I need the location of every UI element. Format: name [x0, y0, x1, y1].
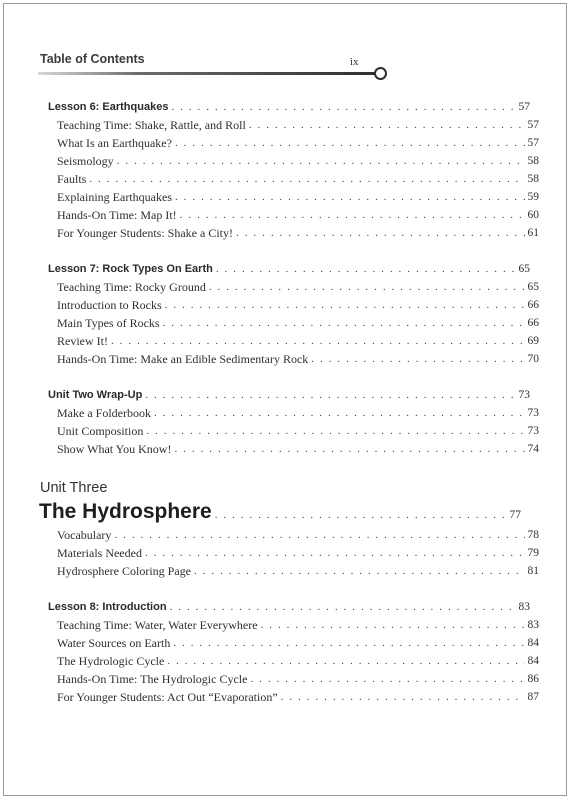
- dot-leader: [170, 600, 516, 614]
- toc-entry-page: 60: [527, 209, 539, 221]
- toc-entry-unit-two-wrap-up[interactable]: [0, 384, 530, 402]
- toc-entry-page: 58: [527, 173, 539, 185]
- toc-entry-label: What Is an Earthquake?: [57, 136, 172, 150]
- unit-title: The Hydrosphere: [39, 500, 212, 523]
- toc-entry[interactable]: [0, 686, 539, 704]
- dot-leader: [216, 262, 516, 276]
- toc-entry[interactable]: [0, 632, 539, 650]
- toc-entry-label: Introduction to Rocks: [57, 298, 162, 312]
- toc-entry-label: Teaching Time: Water, Water Everywhere: [57, 618, 258, 632]
- toc-entry-page: 77: [509, 509, 521, 521]
- dot-leader: [145, 388, 515, 402]
- toc-entry[interactable]: [0, 420, 539, 438]
- dot-leader: [250, 672, 524, 686]
- toc-entry-label: Explaining Earthquakes: [57, 190, 172, 204]
- toc-entry-label: Teaching Time: Shake, Rattle, and Roll: [57, 118, 246, 132]
- toc-entry-page: 84: [527, 637, 539, 649]
- toc-entry-label: Main Types of Rocks: [57, 316, 160, 330]
- toc-entry-page: 57: [527, 119, 539, 131]
- toc-entry-page: 66: [527, 299, 539, 311]
- toc-entry[interactable]: [0, 668, 539, 686]
- toc-entry-page: 59: [527, 191, 539, 203]
- toc-entry[interactable]: [0, 348, 539, 366]
- dot-leader: [194, 564, 525, 578]
- header-title: Table of Contents: [40, 52, 145, 66]
- toc-entry[interactable]: [0, 204, 539, 222]
- toc-entry-page: 79: [527, 547, 539, 559]
- dot-leader: [281, 690, 525, 704]
- toc-entry-label: Vocabulary: [57, 528, 112, 542]
- toc-entry-label: For Younger Students: Act Out “Evaporation”: [57, 690, 278, 704]
- toc-entry-page: 73: [518, 389, 530, 401]
- dot-leader: [249, 118, 525, 132]
- dot-leader: [146, 424, 524, 438]
- toc-entry[interactable]: [0, 402, 539, 420]
- toc-entry[interactable]: [0, 524, 539, 542]
- toc-entry-label: Teaching Time: Rocky Ground: [57, 280, 206, 294]
- dot-leader: [145, 546, 525, 560]
- toc-entry[interactable]: [0, 294, 539, 312]
- toc-entry-page: 73: [527, 425, 539, 437]
- toc-entry[interactable]: [0, 132, 539, 150]
- toc-entry-page: 57: [518, 101, 530, 113]
- header-page-number: ix: [350, 56, 359, 68]
- toc-entry[interactable]: [0, 650, 539, 668]
- toc-entry-page: 57: [527, 137, 539, 149]
- toc-entry[interactable]: [0, 150, 539, 168]
- unit-label: Unit Three: [40, 480, 108, 496]
- dot-leader: [174, 442, 524, 456]
- dot-leader: [311, 352, 524, 366]
- toc-entry[interactable]: [0, 330, 539, 348]
- dot-leader: [180, 208, 525, 222]
- toc-entry-label: For Younger Students: Shake a City!: [57, 226, 234, 240]
- toc-entry-label: Hands-On Time: Map It!: [57, 208, 177, 222]
- dot-leader: [175, 190, 525, 204]
- dot-leader: [163, 316, 525, 330]
- toc-entry-page: 78: [527, 529, 539, 541]
- toc-entry-page: 58: [527, 155, 539, 167]
- dot-leader: [209, 280, 525, 294]
- toc-entry-label: Review It!: [57, 334, 108, 348]
- toc-entry[interactable]: [0, 542, 539, 560]
- toc-entry-label: Unit Two Wrap-Up: [48, 389, 143, 401]
- dot-leader: [171, 100, 515, 114]
- dot-leader: [111, 334, 525, 348]
- toc-entry-page: 70: [527, 353, 539, 365]
- toc-entry[interactable]: [0, 168, 539, 186]
- toc-entry-page: 65: [527, 281, 539, 293]
- toc-entry-label: Unit Composition: [57, 424, 144, 438]
- toc-entry[interactable]: [0, 560, 539, 578]
- toc-entry[interactable]: [0, 186, 539, 204]
- toc-entry[interactable]: [0, 276, 539, 294]
- dot-leader: [236, 226, 524, 240]
- dot-leader: [175, 136, 525, 150]
- toc-entry-label: Show What You Know!: [57, 442, 172, 456]
- toc-entry-page: 65: [518, 263, 530, 275]
- toc-entry-page: 81: [527, 565, 539, 577]
- dot-leader: [173, 636, 524, 650]
- toc-entry-page: 74: [527, 443, 539, 455]
- toc-entry-page: 66: [527, 317, 539, 329]
- toc-entry-label: Seismology: [57, 154, 114, 168]
- toc-entry-label: Hydrosphere Coloring Page: [57, 564, 191, 578]
- toc-entry-label: Lesson 7: Rock Types On Earth: [48, 263, 213, 275]
- dot-leader: [114, 528, 524, 542]
- toc-entry[interactable]: [0, 114, 539, 132]
- dot-leader: [165, 298, 525, 312]
- toc-entry[interactable]: [0, 614, 539, 632]
- dot-leader: [154, 406, 525, 420]
- toc-entry-page: 69: [527, 335, 539, 347]
- toc-entry-label: Lesson 6: Earthquakes: [48, 101, 169, 113]
- toc-entry-lesson-6[interactable]: [0, 96, 530, 114]
- toc-entry-page: 61: [527, 227, 539, 239]
- dot-leader: [167, 654, 524, 668]
- toc-entry-page: 73: [527, 407, 539, 419]
- dot-leader: [215, 508, 507, 522]
- toc-entry[interactable]: [0, 312, 539, 330]
- toc-entry-page: 84: [527, 655, 539, 667]
- toc-entry-label: Make a Folderbook: [57, 406, 151, 420]
- toc-entry-lesson-8[interactable]: [0, 596, 530, 614]
- toc-entry-lesson-7[interactable]: [0, 258, 530, 276]
- toc-entry-page: 86: [527, 673, 539, 685]
- toc-entry-label: Hands-On Time: The Hydrologic Cycle: [57, 672, 248, 686]
- toc-entry-label: The Hydrologic Cycle: [57, 654, 165, 668]
- toc-entry-page: 87: [527, 691, 539, 703]
- dot-leader: [261, 618, 525, 632]
- toc-entry[interactable]: [0, 438, 539, 456]
- toc-entry-label: Hands-On Time: Make an Edible Sedimentary Rock: [57, 352, 309, 366]
- toc-entry-label: Water Sources on Earth: [57, 636, 171, 650]
- dot-leader: [89, 172, 524, 186]
- toc-entry-label: Lesson 8: Introduction: [48, 601, 167, 613]
- toc-entry[interactable]: [0, 222, 539, 240]
- toc-entry-label: Materials Needed: [57, 546, 142, 560]
- toc-entry-label: Faults: [57, 172, 87, 186]
- dot-leader: [117, 154, 525, 168]
- toc-entry-page: 83: [518, 601, 530, 613]
- toc-entry-unit-three[interactable]: [0, 498, 521, 524]
- toc-entry-page: 83: [527, 619, 539, 631]
